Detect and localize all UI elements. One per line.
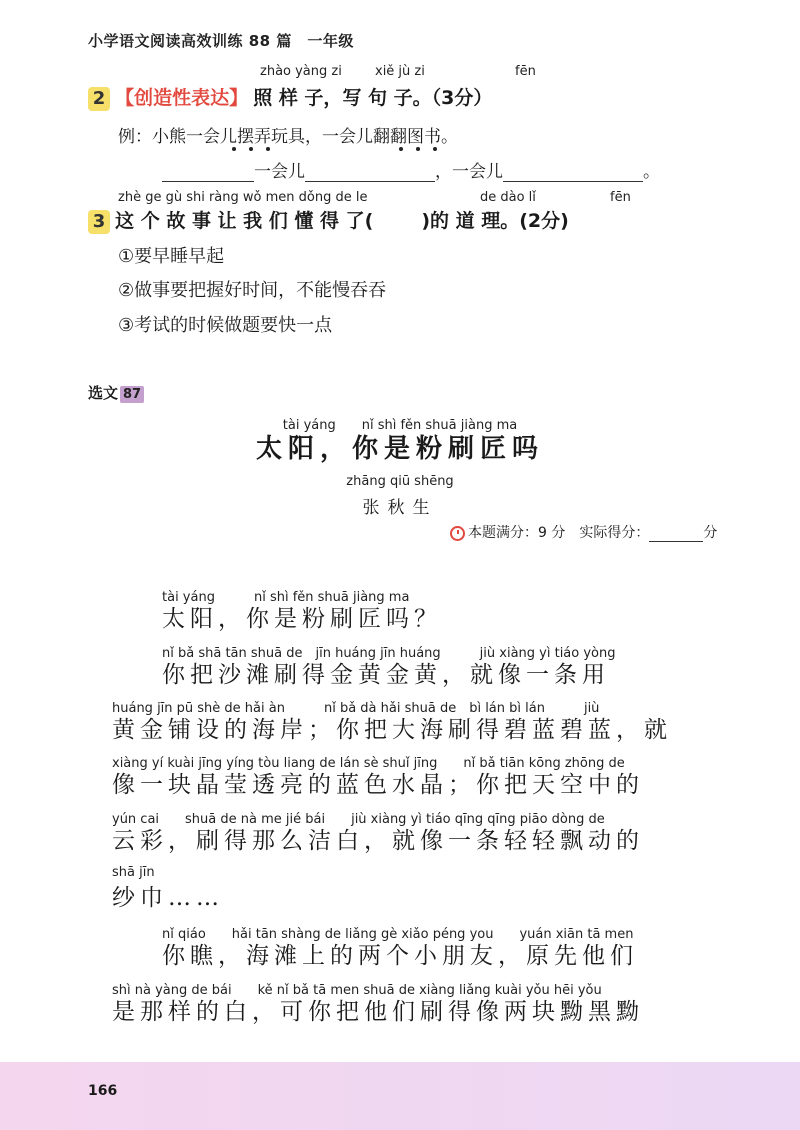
line-7-pinyin: nǐ qiáo hǎi tān shàng de liǎng gè xiǎo péng you yuán xiān tā men [162,927,634,942]
option-3: ③考试的时候做题要快一点 [118,315,333,336]
emphasis-dot [433,147,437,151]
section-number-badge: 87 [120,386,144,403]
line-4-text: 像一块晶莹透亮的蓝色水晶；你把天空中的 [112,772,644,798]
section-label-text: 选文 [88,384,119,402]
score-box [450,522,717,542]
q2-fill-line [162,157,660,182]
emphasis-dot [399,147,403,151]
score-text: 本题满分：9 分 实际得分： [468,525,650,541]
fill-keyword-2: 一会儿 [452,162,503,182]
emphasis-dot [266,147,270,151]
q2-example [118,122,458,147]
q3-score: (2分) [519,210,569,232]
clock-icon [450,526,465,541]
q3-pinyin-c: fēn [610,190,631,205]
q2-text-a: 照 样 子， [253,87,343,109]
line-5-pinyin: yún cai shuā de nà me jié bái jiù xiàng yì tiáo qīng qīng piāo dòng de [112,812,605,827]
answer-blank-2[interactable] [305,163,435,182]
example-middle: 摆弄玩具， [237,127,322,147]
q2-pinyin-c: fēn [515,64,536,79]
q3-pinyin-a: zhè ge gù shi ràng wǒ men dǒng de le [118,190,368,205]
line-8-text: 是那样的白，可你把他们刷得像两块黝黑黝 [112,999,644,1025]
example-keyword-1: 一会儿 [186,127,237,147]
emphasis-dot [416,147,420,151]
emphasis-dot [249,147,253,151]
score-unit: 分 [703,525,718,541]
line-3-pinyin: huáng jīn pū shè de hǎi àn nǐ bǎ dà hǎi shuā de bì lán bì lán jiù [112,701,600,716]
footer-band [0,1062,800,1130]
q2-pinyin-a: zhào yàng zi [260,64,342,79]
author-pinyin: zhāng qiū shēng [346,474,454,489]
book-header: 小学语文阅读高效训练 88 篇 一年级 [88,32,354,50]
q3-text-b: )的 道 理。 [421,210,520,232]
line-6-pinyin: shā jīn [112,865,155,880]
fill-keyword-1: 一会儿 [254,162,305,182]
line-2-pinyin: nǐ bǎ shā tān shuā de jīn huáng jīn huáng jiù xiàng yì tiáo yòng [162,646,616,661]
option-1: ①要早睡早起 [118,246,225,267]
example-end: 翻翻图书。 [373,127,458,147]
q3-pinyin-b: de dào lǐ [480,190,536,205]
option-2: ②做事要把握好时间，不能慢吞吞 [118,280,387,301]
question-number: 3 [88,210,110,234]
example-keyword-2: 一会儿 [322,127,373,147]
line-1-text: 太阳，你是粉刷匠吗？ [162,606,442,632]
line-3-text: 黄金铺设的海岸；你把大海刷得碧蓝碧蓝，就 [112,717,672,743]
q2-pinyin-b: xiě jù zi [375,64,425,79]
q2-text-b: 写 句 子。 [342,87,432,109]
line-8-pinyin: shì nà yàng de bái kě nǐ bǎ tā men shuā de xiàng liǎng kuài yǒu hēi yǒu [112,983,602,998]
q2-score: （3分） [431,87,493,109]
section-label [88,382,144,403]
line-2-text: 你把沙滩刷得金黄金黄，就像一条用 [162,662,610,688]
fill-end: 。 [643,162,660,182]
question-2-heading [88,83,492,111]
answer-blank-1[interactable] [162,163,254,182]
line-6-text: 纱巾…… [112,885,224,911]
emphasis-dot [232,147,236,151]
line-4-pinyin: xiàng yí kuài jīng yíng tòu liang de lán sè shuǐ jīng nǐ bǎ tiān kōng zhōng de [112,756,625,771]
score-blank[interactable] [649,527,703,542]
line-1-pinyin: tài yáng nǐ shì fěn shuā jiàng ma [162,590,410,605]
line-7-text: 你瞧，海滩上的两个小朋友，原先他们 [162,943,638,969]
example-prefix: 例：小熊 [118,127,186,147]
answer-blank-3[interactable] [503,163,643,182]
article-title: 太阳，你是粉刷匠吗 [255,434,544,464]
article-author: 张秋生 [362,498,438,518]
q3-text-a: 这 个 故 事 让 我 们 懂 得 了( [115,210,374,232]
question-tag: 【创造性表达】 [115,87,249,109]
question-3-heading [88,206,569,234]
page-number: 166 [88,1083,118,1099]
question-number: 2 [88,87,110,111]
line-5-text: 云彩，刷得那么洁白，就像一条轻轻飘动的 [112,828,644,854]
fill-comma: ， [435,162,452,182]
title-pinyin: tài yáng nǐ shì fěn shuā jiàng ma [282,418,518,433]
